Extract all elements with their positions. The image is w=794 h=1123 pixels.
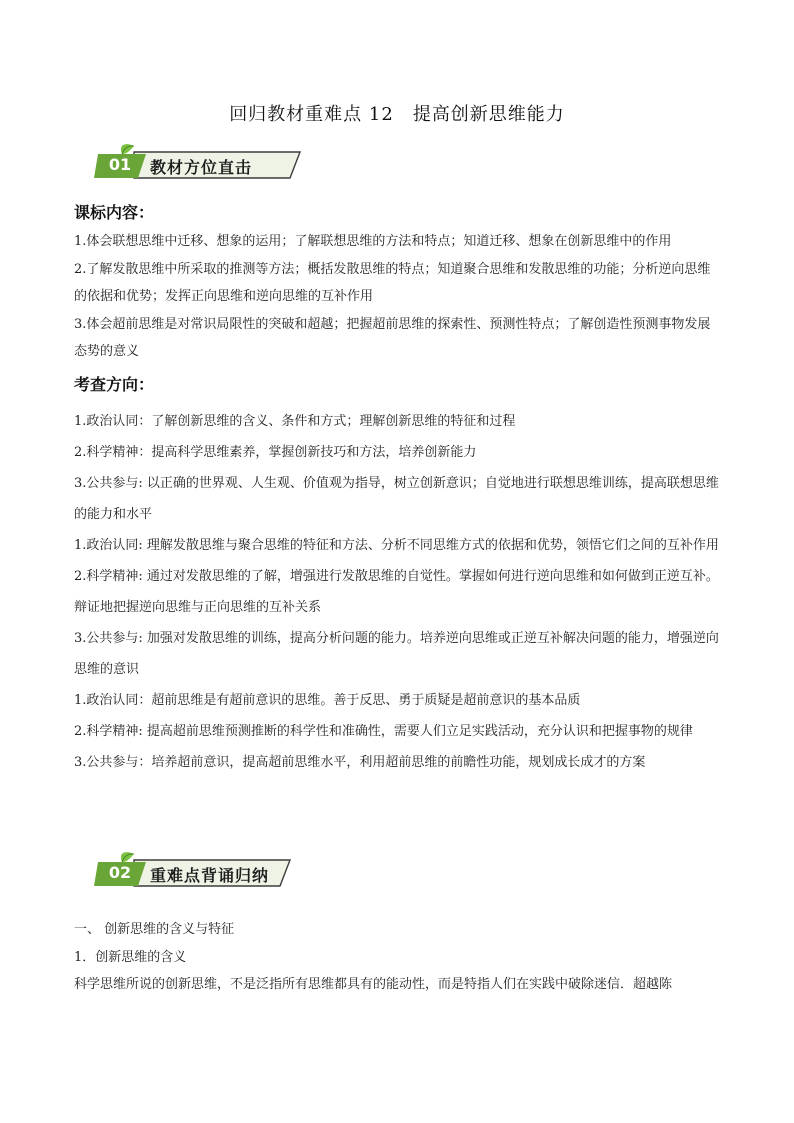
- exam-item: 2.科学精神: 通过对发散思维的了解，增强进行发散思维的自觉性。掌握如何进行逆向思维和如何做到正逆互补。辩证地把握逆向思维与正向思维的互补关系: [74, 569, 719, 615]
- exam-item: 1.政治认同：超前思维是有超前意识的思维。善于反思、勇于质疑是超前意识的基本品质: [74, 693, 581, 708]
- exam-item: 1.政治认同: 理解发散思维与聚合思维的特征和方法、分析不同思维方式的依据和优势，领悟它们之间的互补作用: [74, 538, 719, 553]
- exam-item: 3.公共参与：培养超前意识，提高超前思维水平，利用超前思维的前瞻性功能，规划成长成才的方案: [74, 755, 646, 770]
- leaf-icon: [121, 852, 134, 862]
- part-heading: 一、 创新思维的含义与特征: [74, 922, 235, 937]
- section-label: 重难点背诵归纳: [150, 866, 270, 885]
- exam-heading: 考查方向：: [74, 375, 155, 394]
- exam-item: 3.公共参与: 加强对发散思维的训练，提高分析问题的能力。培养逆向思维或正逆互补解决问题的能力，增强逆向思维的意识: [74, 631, 719, 677]
- curriculum-item: 3.体会超前思维是对常识局限性的突破和超越；把握超前思维的探索性、预测性特点；了解创造性预测事物发展态势的意义: [74, 316, 711, 359]
- leaf-icon: [121, 144, 134, 154]
- curriculum-item: 2.了解发散思维中所采取的推测等方法；概括发散思维的特点；知道聚合思维和发散思维的功能；分析逆向思维的依据和优势；发挥正向思维和逆向思维的互补作用: [74, 261, 711, 304]
- section-number: 01: [108, 155, 132, 174]
- exam-list: [74, 406, 722, 778]
- exam-item: 2.科学精神：提高科学思维素养，掌握创新技巧和方法，培养创新能力: [74, 445, 477, 460]
- curriculum-item: 1.体会联想思维中迁移、想象的运用；了解联想思维的方法和特点；知道迁移、想象在创新思维中的作用: [74, 234, 672, 249]
- summary-block: [74, 916, 722, 999]
- exam-item: 3.公共参与: 以正确的世界观、人生观、价值观为指导，树立创新意识；自觉地进行联想思维训练，提高联想思维的能力和水平: [74, 476, 719, 522]
- section-banner-02: [94, 852, 314, 892]
- sub-heading: 1．创新思维的含义: [74, 949, 187, 965]
- page-title: 回归教材重难点 12 提高创新思维能力: [229, 104, 565, 125]
- curriculum-list: [74, 228, 722, 366]
- curriculum-heading: 课标内容：: [74, 203, 155, 222]
- section-number: 02: [108, 863, 132, 882]
- section-banner-01: [94, 144, 314, 184]
- exam-item: 2.科学精神: 提高超前思维预测推断的科学性和准确性，需要人们立足实践活动，充分认识和把握事物的规律: [74, 724, 693, 739]
- summary-text: 科学思维所说的创新思维，不是泛指所有思维都具有的能动性，而是特指人们在实践中破除迷信．超越陈: [74, 977, 673, 992]
- exam-item: 1.政治认同：了解创新思维的含义、条件和方式；理解创新思维的特征和过程: [74, 414, 516, 429]
- section-label: 教材方位直击: [150, 158, 253, 177]
